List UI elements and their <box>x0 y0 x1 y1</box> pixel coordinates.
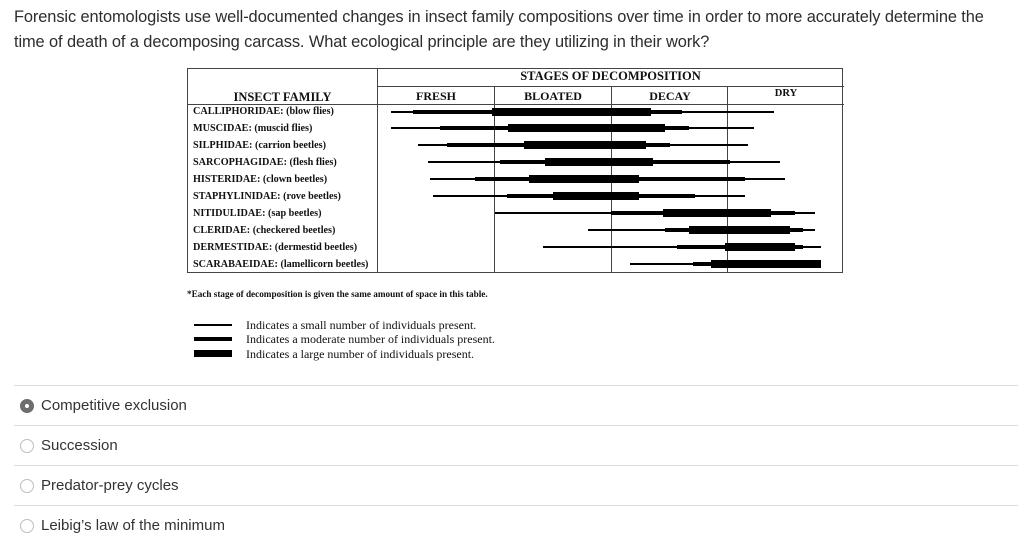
option-label: Leibig’s law of the minimum <box>41 517 225 534</box>
radio-button-icon[interactable] <box>20 519 34 533</box>
abundance-bar-small <box>730 161 780 163</box>
abundance-bar-large <box>545 158 653 166</box>
radio-button-icon[interactable] <box>20 439 34 453</box>
legend-large-text: Indicates a large number of individuals present. <box>246 347 475 361</box>
abundance-bar-small <box>543 246 677 248</box>
abundance-bar-moderate <box>771 211 795 215</box>
family-label: SILPHIDAE: (carrion beetles) <box>193 140 326 151</box>
abundance-bar-moderate <box>646 143 670 147</box>
abundance-bar-small <box>391 111 413 113</box>
abundance-bar-moderate <box>790 228 803 232</box>
abundance-bar-small <box>630 263 693 265</box>
abundance-bar-small <box>670 144 748 146</box>
abundance-bar-small <box>803 229 815 231</box>
abundance-bar-small <box>428 161 500 163</box>
stage-header-decay: DECAY <box>649 89 691 103</box>
abundance-bar-moderate <box>440 126 509 130</box>
abundance-bar-small <box>695 195 745 197</box>
abundance-bar-moderate <box>651 110 682 114</box>
abundance-bar-moderate <box>507 194 552 198</box>
abundance-bar-small <box>689 127 754 129</box>
abundance-bar-small <box>430 178 474 180</box>
figure-footnote: *Each stage of decomposition is given the same amount of space in this table. <box>187 289 488 299</box>
answer-option-predator-prey[interactable] <box>14 466 1018 505</box>
abundance-bar-large <box>711 260 821 268</box>
family-label: NITIDULIDAE: (sap beetles) <box>193 208 322 219</box>
legend-moderate-swatch <box>194 337 232 341</box>
abundance-bar-large <box>508 124 664 132</box>
answer-options <box>14 385 1018 545</box>
abundance-bar-small <box>588 229 665 231</box>
legend-small-text: Indicates a small number of individuals present. <box>246 318 477 332</box>
radio-button-selected-icon[interactable] <box>20 399 34 413</box>
family-label: CALLIPHORIDAE: (blow flies) <box>193 106 334 117</box>
family-label: HISTERIDAE: (clown beetles) <box>193 174 328 185</box>
family-label: SARCOPHAGIDAE: (flesh flies) <box>193 157 337 168</box>
abundance-bar-large <box>524 141 646 149</box>
family-label: MUSCIDAE: (muscid flies) <box>193 123 313 134</box>
abundance-bar-large <box>725 243 795 251</box>
abundance-bar-small <box>795 212 815 214</box>
abundance-bar-moderate <box>677 245 725 249</box>
abundance-bar-moderate <box>693 262 712 266</box>
abundance-bar-small <box>803 246 820 248</box>
legend-moderate-text: Indicates a moderate number of individuals present. <box>246 332 495 346</box>
answer-option-leibigs-law[interactable] <box>14 506 1018 545</box>
abundance-bar-moderate <box>413 110 492 114</box>
stages-title: STAGES OF DECOMPOSITION <box>520 69 701 83</box>
stage-header-fresh: FRESH <box>415 89 456 103</box>
stage-header-bloated: BLOATED <box>524 89 582 103</box>
option-label: Succession <box>41 437 118 454</box>
abundance-bar-large <box>689 226 790 234</box>
family-label: SCARABAEIDAE: (lamellicorn beetles) <box>193 259 369 270</box>
radio-button-icon[interactable] <box>20 479 34 493</box>
family-label: DERMESTIDAE: (dermestid beetles) <box>193 242 358 253</box>
abundance-bar-small <box>495 212 612 214</box>
abundance-bar-small <box>433 195 508 197</box>
abundance-bar-large <box>529 175 639 183</box>
abundance-bar-large <box>492 108 650 116</box>
abundance-bar-moderate <box>665 126 689 130</box>
question-text: Forensic entomologists use well-documented changes in insect family compositions over time in order to more accurately determine the time of death of a decomposing carcass. What ecological principle are they utilizing in their work? <box>14 8 984 51</box>
abundance-bar-large <box>553 192 639 200</box>
abundance-bar-large <box>663 209 770 217</box>
family-label: STAPHYLINIDAE: (rove beetles) <box>193 191 341 202</box>
option-label: Predator-prey cycles <box>41 477 179 494</box>
abundance-bar-small <box>682 111 774 113</box>
abundance-bar-moderate <box>639 177 745 181</box>
family-header: INSECT FAMILY <box>233 90 332 104</box>
abundance-bar-small <box>745 178 785 180</box>
family-label: CLERIDAE: (checkered beetles) <box>193 225 336 236</box>
abundance-bar-moderate <box>500 160 544 164</box>
abundance-bar-moderate <box>447 143 524 147</box>
stage-header-dry: DRY <box>774 88 798 99</box>
abundance-bar-moderate <box>475 177 530 181</box>
answer-option-competitive-exclusion[interactable] <box>14 386 1018 425</box>
abundance-bar-moderate <box>795 245 803 249</box>
abundance-bar-moderate <box>639 194 695 198</box>
abundance-bar-small <box>391 127 440 129</box>
answer-option-succession[interactable] <box>14 426 1018 465</box>
abundance-bar-moderate <box>611 211 663 215</box>
legend-small-swatch <box>194 324 232 326</box>
abundance-bar-small <box>418 144 447 146</box>
abundance-bar-moderate <box>653 160 730 164</box>
abundance-bar-moderate <box>665 228 689 232</box>
option-label: Competitive exclusion <box>41 397 187 414</box>
legend-large-swatch <box>194 350 232 357</box>
